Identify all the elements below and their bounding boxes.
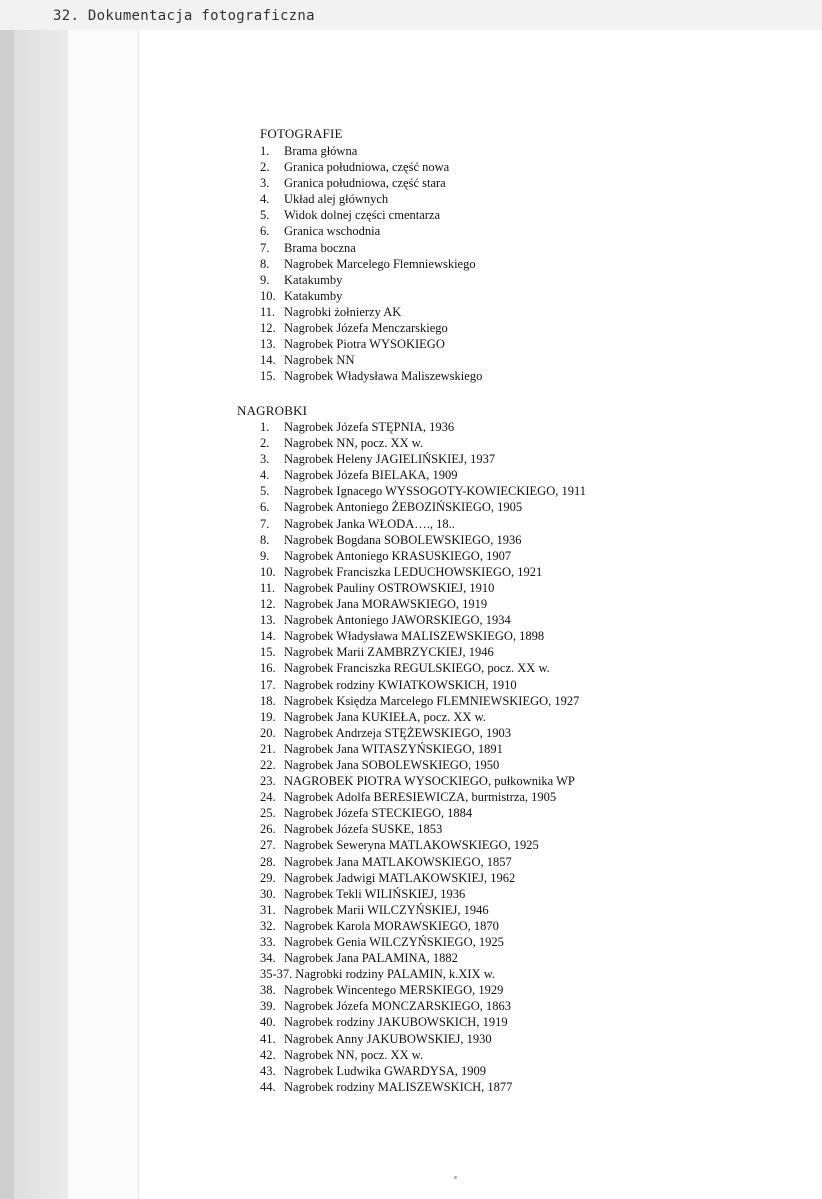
item-number: 26. [260, 822, 276, 837]
item-text: Nagrobek NN, pocz. XX w. [284, 436, 424, 451]
item-number: 10. [260, 564, 276, 579]
item-number: 1. [260, 144, 270, 158]
item-text: Nagrobek Jadwigi MATLAKOWSKIEJ, 1962 [284, 870, 516, 885]
item-text: Nagrobek Pauliny OSTROWSKIEJ, 1910 [284, 580, 495, 595]
item-number: 19. [260, 709, 276, 724]
item-text: Układ alej głównych [284, 192, 389, 207]
list-item [260, 741, 586, 757]
item-text: NAGROBEK PIOTRA WYSOCKIEGO, pułkownika WP [284, 774, 575, 789]
list-item [260, 516, 586, 532]
item-text: Nagrobek Jana MORAWSKIEGO, 1919 [284, 597, 488, 612]
item-number: 15. [260, 645, 276, 660]
item-number: 42. [260, 1047, 276, 1062]
list-item [260, 950, 586, 966]
list-item [260, 499, 586, 515]
item-text: Nagrobek Genia WILCZYŃSKIEGO, 1925 [284, 935, 504, 949]
nagrobki-list [260, 419, 586, 1095]
list-item [260, 419, 586, 435]
list-item [260, 934, 586, 950]
item-text: Nagrobek Jana PALAMINA, 1882 [284, 951, 458, 966]
item-text: Nagrobek rodziny JAKUBOWSKICH, 1919 [284, 1015, 508, 1030]
item-number: 4. [260, 192, 270, 207]
list-item [260, 677, 586, 693]
item-number: 5. [260, 208, 270, 223]
item-number: 32. [260, 918, 276, 933]
item-number: 6. [260, 224, 270, 239]
item-number: 9. [260, 272, 270, 287]
item-number: 13. [260, 613, 276, 628]
list-item [260, 982, 586, 998]
item-number: 35-37. [260, 967, 293, 982]
section-heading-nagrobki: NAGROBKI [237, 403, 308, 418]
item-text: Nagrobek NN [284, 353, 355, 368]
document-content [139, 30, 822, 1199]
list-item [260, 352, 482, 368]
item-text: Nagrobek Ignacego WYSSOGOTY-KOWIECKIEGO, 1911 [284, 484, 587, 499]
list-item [260, 467, 586, 483]
item-number: 23. [260, 774, 276, 789]
list-item [260, 902, 586, 918]
item-number: 33. [260, 935, 276, 949]
item-text: Katakumby [284, 288, 343, 303]
item-text: Nagrobek Antoniego KRASUSKIEGO, 1907 [284, 548, 512, 563]
item-text: Nagrobek Jana WITASZYŃSKIEGO, 1891 [284, 741, 503, 756]
item-text: Nagrobek Jana KUKIEŁA, pocz. XX w. [284, 709, 486, 724]
fotografie-list [260, 143, 482, 384]
item-number: 38. [260, 983, 276, 998]
list-item [260, 223, 482, 239]
item-text: Nagrobek Karola MORAWSKIEGO, 1870 [284, 918, 499, 933]
item-number: 7. [260, 240, 270, 255]
item-text: Nagrobek Heleny JAGIELIŃSKIEJ, 1937 [284, 452, 496, 467]
item-number: 2. [260, 436, 270, 451]
scan-dot [454, 1176, 457, 1179]
list-item [260, 1063, 586, 1079]
item-text: Nagrobek Józefa STĘPNIA, 1936 [284, 420, 455, 434]
item-number: 4. [260, 468, 270, 483]
list-item [260, 837, 586, 853]
item-number: 24. [260, 790, 276, 805]
item-number: 17. [260, 677, 276, 692]
item-number: 5. [260, 484, 270, 499]
item-text: Nagrobek Franciszka REGULSKIEGO, pocz. XX w. [284, 661, 550, 676]
list-item [260, 159, 482, 175]
item-text: Nagrobek Bogdana SOBOLEWSKIEGO, 1936 [284, 532, 522, 547]
list-item [260, 435, 586, 451]
list-item [260, 918, 586, 934]
list-item [260, 256, 482, 272]
list-item [260, 207, 482, 223]
item-text: Nagrobek Józefa MONCZARSKIEGO, 1863 [284, 999, 512, 1014]
item-text: Nagrobek Tekli WILIŃSKIEJ, 1936 [284, 886, 466, 901]
item-text: Nagrobek Marcelego Flemniewskiego [284, 256, 476, 271]
item-text: Nagrobek Marii ZAMBRZYCKIEJ, 1946 [284, 645, 494, 660]
list-item [260, 725, 586, 741]
item-text: Brama główna [284, 144, 358, 158]
item-text: Nagrobek Księdza Marcelego FLEMNIEWSKIEGO, 1927 [284, 693, 580, 708]
item-number: 28. [260, 854, 276, 869]
binder-strip [0, 30, 14, 1199]
item-number: 12. [260, 597, 276, 612]
list-item [260, 175, 482, 191]
list-item [260, 757, 586, 773]
list-item [260, 660, 586, 676]
list-item [260, 773, 586, 789]
item-number: 29. [260, 870, 276, 885]
item-text: Granica wschodnia [284, 224, 381, 239]
list-item [260, 1014, 586, 1030]
list-item [260, 580, 586, 596]
item-number: 20. [260, 725, 276, 740]
item-number: 41. [260, 1031, 276, 1046]
list-item [260, 821, 586, 837]
list-item [260, 709, 586, 725]
list-item [260, 483, 586, 499]
list-item [260, 1031, 586, 1047]
item-number: 6. [260, 500, 270, 515]
item-number: 43. [260, 1063, 276, 1078]
item-text: Nagrobek rodziny MALISZEWSKICH, 1877 [284, 1079, 513, 1094]
list-item [260, 336, 482, 352]
item-text: Widok dolnej części cmentarza [284, 208, 441, 223]
item-number: 3. [260, 176, 270, 191]
list-item [260, 693, 586, 709]
item-number: 14. [260, 353, 276, 368]
item-text: Nagrobek Józefa BIELAKA, 1909 [284, 468, 458, 483]
item-number: 1. [260, 420, 270, 434]
item-number: 39. [260, 999, 276, 1014]
list-item [260, 143, 482, 159]
page-title: 32. Dokumentacja fotograficzna [53, 8, 315, 24]
item-text: Brama boczna [284, 240, 356, 255]
item-number: 8. [260, 532, 270, 547]
item-text: Nagrobki żołnierzy AK [284, 304, 402, 319]
list-item [260, 288, 482, 304]
item-text: Nagrobek Józefa Menczarskiego [284, 321, 448, 336]
list-item [260, 304, 482, 320]
item-text: Katakumby [284, 272, 343, 287]
list-item [260, 451, 586, 467]
list-item [260, 628, 586, 644]
item-number: 8. [260, 256, 270, 271]
item-number: 18. [260, 693, 276, 708]
item-text: Nagrobek Jana SOBOLEWSKIEGO, 1950 [284, 757, 500, 772]
item-number: 16. [260, 661, 276, 676]
list-item [260, 548, 586, 564]
section-heading-fotografie: FOTOGRAFIE [260, 126, 343, 141]
list-item [260, 1079, 586, 1095]
item-number: 34. [260, 951, 276, 966]
list-item [260, 998, 586, 1014]
item-text: Nagrobek Józefa SUSKE, 1853 [284, 822, 443, 837]
list-item [260, 272, 482, 288]
list-item [260, 612, 586, 628]
item-number: 25. [260, 806, 276, 821]
list-item [260, 870, 586, 886]
item-text: Nagrobek Władysława MALISZEWSKIEGO, 1898 [284, 629, 545, 644]
item-number: 12. [260, 321, 276, 336]
item-text: Nagrobek Ludwika GWARDYSA, 1909 [284, 1063, 487, 1078]
item-text: Nagrobek Marii WILCZYŃSKIEJ, 1946 [284, 902, 489, 917]
list-item [260, 886, 586, 902]
item-number: 2. [260, 160, 270, 175]
item-number: 30. [260, 886, 276, 901]
item-number: 7. [260, 516, 270, 531]
item-text: Nagrobek Antoniego ŻEBOZIŃSKIEGO, 1905 [284, 500, 523, 515]
item-number: 3. [260, 452, 270, 467]
list-item [260, 966, 586, 982]
item-text: Nagrobek rodziny KWIATKOWSKICH, 1910 [284, 677, 517, 692]
header-bar [0, 0, 822, 30]
item-text: Granica południowa, część stara [284, 176, 446, 191]
list-item [260, 1047, 586, 1063]
list-item [260, 240, 482, 256]
item-text: Nagrobek Antoniego JAWORSKIEGO, 1934 [284, 613, 511, 628]
item-text: Nagrobki rodziny PALAMIN, k.XIX w. [295, 967, 496, 982]
item-text: Nagrobek Władysława Maliszewskiego [284, 369, 483, 384]
list-item [260, 320, 482, 336]
item-number: 27. [260, 838, 276, 853]
item-text: Nagrobek Józefa STECKIEGO, 1884 [284, 806, 473, 821]
item-number: 13. [260, 337, 276, 352]
list-item [260, 805, 586, 821]
item-text: Nagrobek NN, pocz. XX w. [284, 1047, 424, 1062]
item-number: 14. [260, 629, 276, 644]
item-number: 9. [260, 548, 270, 563]
list-item [260, 191, 482, 207]
item-number: 10. [260, 288, 276, 303]
item-text: Nagrobek Adolfa BERESIEWICZA, burmistrza, 1905 [284, 790, 557, 805]
item-text: Nagrobek Franciszka LEDUCHOWSKIEGO, 1921 [284, 564, 543, 579]
list-item [260, 789, 586, 805]
list-item [260, 854, 586, 870]
item-number: 44. [260, 1079, 276, 1094]
item-text: Nagrobek Janka WŁODA…., 18.. [284, 516, 455, 531]
item-text: Nagrobek Andrzeja STĘŻEWSKIEGO, 1903 [284, 725, 512, 740]
document-sheet [138, 30, 822, 1199]
item-number: 22. [260, 757, 276, 772]
list-item [260, 644, 586, 660]
item-number: 15. [260, 369, 276, 384]
item-text: Nagrobek Seweryna MATLAKOWSKIEGO, 1925 [284, 838, 539, 853]
item-text: Nagrobek Anny JAKUBOWSKIEJ, 1930 [284, 1031, 492, 1046]
list-item [260, 596, 586, 612]
item-number: 11. [260, 580, 276, 595]
list-item [260, 564, 586, 580]
item-text: Nagrobek Jana MATLAKOWSKIEGO, 1857 [284, 854, 512, 869]
item-number: 31. [260, 902, 276, 917]
item-text: Nagrobek Piotra WYSOKIEGO [284, 337, 445, 352]
list-item [260, 532, 586, 548]
item-text: Granica południowa, część nowa [284, 160, 450, 175]
item-text: Nagrobek Wincentego MERSKIEGO, 1929 [284, 983, 504, 998]
item-number: 11. [260, 304, 276, 319]
item-number: 40. [260, 1015, 276, 1030]
item-number: 21. [260, 741, 276, 756]
list-item [260, 368, 482, 384]
